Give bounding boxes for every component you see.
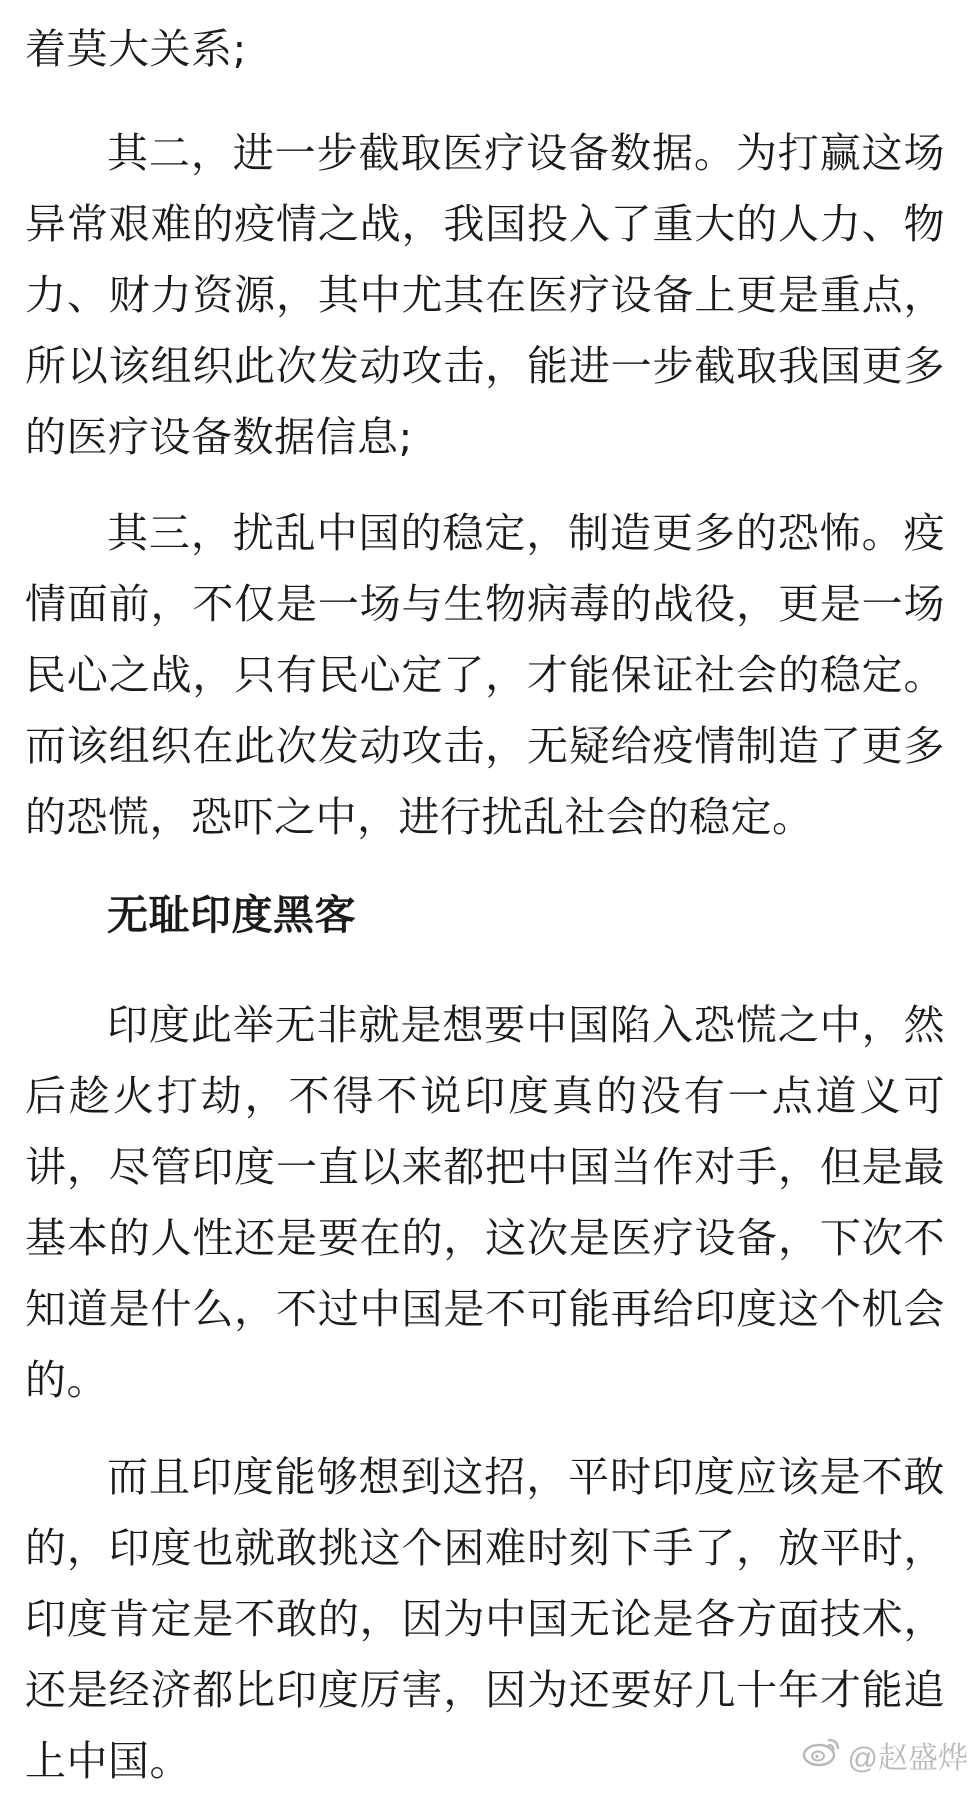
paragraph-medical-data: 其二，进一步截取医疗设备数据。为打赢这场异常艰难的疫情之战，我国投入了重大的人力、物力、财力资源，其中尤其在医疗设备上更是重点，所以该组织此次发动攻击，能进一步截取我国更多的医疗设备数据信息; (25, 129, 945, 461)
paragraph-india-motive: 印度此举无非就是想要中国陷入恐慌之中，然后趁火打劫，不得不说印度真的没有一点道义可讲，尽管印度一直以来都把中国当作对手，但是最基本的人性还是要在的，这次是医疗设备，下次不知道是什么，不过中国是不可能再给印度这个机会的。 (25, 1001, 945, 1404)
watermark-username: @赵盛烨 (847, 1742, 968, 1775)
paragraph-social-stability: 其三，扰乱中国的稳定，制造更多的恐怖。疫情面前，不仅是一场与生物病毒的战役，更是一场民心之战，只有民心定了，才能保证社会的稳定。而该组织在此次发动攻击，无疑给疫情制造了更多的恐慌，恐吓之中，进行扰乱社会的稳定。 (25, 509, 945, 841)
paragraph-india-timing: 而且印度能够想到这招，平时印度应该是不敢的，印度也就敢挑这个困难时刻下手了，放平时，印度肯定是不敢的，因为中国无论是各方面技术，还是经济都比印度厉害，因为还要好几十年才能追上中国。 (25, 1453, 945, 1785)
weibo-icon (802, 1734, 842, 1776)
section-heading: 无耻印度黑客 (107, 891, 356, 939)
weibo-watermark (802, 1733, 968, 1777)
paragraph-fragment: 着莫大关系; (25, 25, 247, 73)
